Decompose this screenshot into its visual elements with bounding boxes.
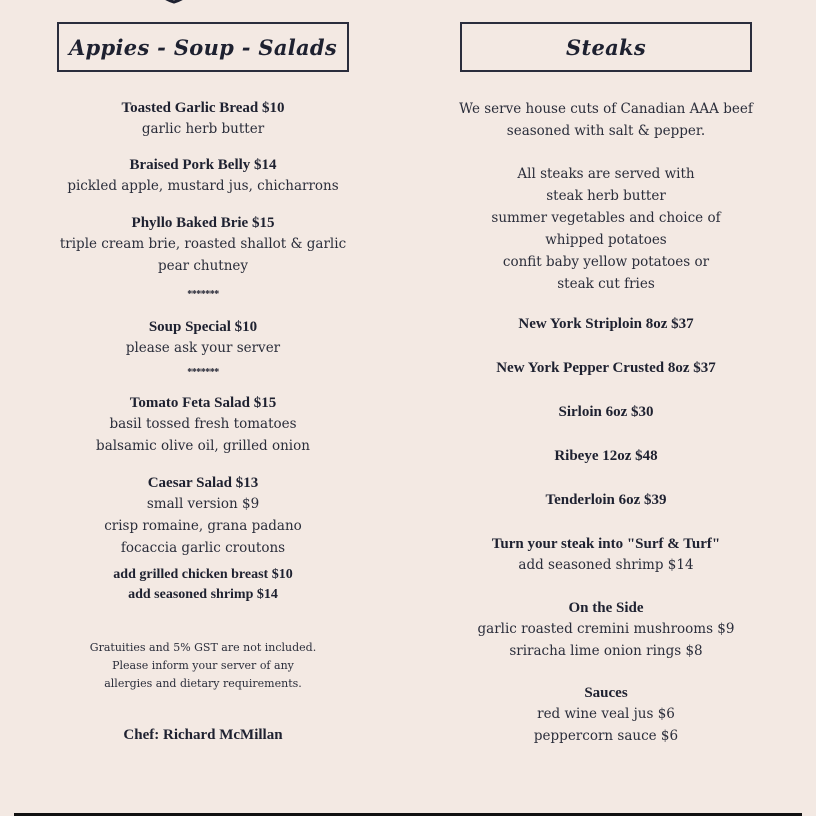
served-with	[456, 163, 756, 295]
item-description: garlic roasted cremini mushrooms $9	[477, 621, 735, 637]
section-header-steaks: Steaks	[460, 22, 752, 72]
item-description: add seasoned shrimp $14	[518, 557, 694, 573]
item-title: Braised Pork Belly $14	[129, 157, 277, 173]
served-line: steak herb butter	[546, 188, 666, 204]
menu-item	[53, 155, 353, 197]
steaks-column	[456, 98, 756, 747]
note-line: allergies and dietary requirements.	[104, 677, 302, 690]
item-title: Soup Special $10	[148, 319, 258, 335]
served-line: whipped potatoes	[545, 232, 667, 248]
item-title: Sauces	[584, 685, 628, 701]
item-title: Phyllo Baked Brie $15	[131, 215, 275, 231]
item-description: focaccia garlic croutons	[120, 540, 286, 556]
separator: *******	[187, 289, 219, 300]
item-description: red wine veal jus $6	[537, 706, 675, 722]
separator: *******	[187, 367, 219, 378]
on-the-side	[456, 598, 756, 662]
item-description: please ask your server	[125, 340, 281, 356]
served-line: All steaks are served with	[517, 166, 695, 182]
menu-item	[53, 98, 353, 140]
item-description: pickled apple, mustard jus, chicharrons	[67, 178, 339, 194]
item-description: triple cream brie, roasted shallot & garlic	[59, 236, 347, 252]
intro-line: We serve house cuts of Canadian AAA beef	[459, 101, 753, 117]
note-line: Please inform your server of any	[112, 659, 294, 672]
intro-line: seasoned with salt & pepper.	[506, 123, 706, 139]
sauces	[456, 683, 756, 747]
addon-line: add grilled chicken breast $10	[113, 567, 293, 582]
served-line: confit baby yellow potatoes or	[502, 254, 710, 270]
chef-name: Chef: Richard McMillan	[123, 727, 283, 743]
item-description: garlic herb butter	[141, 121, 265, 137]
item-description: balsamic olive oil, grilled onion	[96, 438, 310, 454]
item-title: Toasted Garlic Bread $10	[121, 100, 285, 116]
steak-item: Ribeye 12oz $48	[554, 448, 658, 464]
item-title: On the Side	[568, 600, 644, 616]
logo-fragment	[112, 0, 236, 8]
menu-item	[53, 393, 353, 457]
served-line: steak cut fries	[557, 276, 655, 292]
menu-item	[53, 317, 353, 359]
steak-item: Tenderloin 6oz $39	[545, 492, 667, 508]
item-description: small version $9	[146, 496, 260, 512]
steak-item: Sirloin 6oz $30	[558, 404, 654, 420]
menu-item	[53, 473, 353, 559]
item-description: sriracha lime onion rings $8	[509, 643, 703, 659]
item-title: Turn your steak into "Surf & Turf"	[491, 536, 721, 552]
surf-and-turf	[456, 534, 756, 576]
menu-item	[53, 213, 353, 277]
item-description: peppercorn sauce $6	[533, 728, 679, 744]
notes	[53, 639, 353, 693]
item-description: pear chutney	[157, 258, 249, 274]
item-title: Caesar Salad $13	[147, 475, 259, 491]
addon-line: add seasoned shrimp $14	[128, 587, 278, 602]
served-line: summer vegetables and choice of	[491, 210, 721, 226]
note-line: Gratuities and 5% GST are not included.	[89, 641, 317, 654]
item-description: crisp romaine, grana padano	[104, 518, 302, 534]
item-title: Tomato Feta Salad $15	[129, 395, 277, 411]
section-header-appies: Appies - Soup - Salads	[57, 22, 349, 72]
intro	[456, 98, 756, 142]
appies-column	[53, 98, 353, 744]
steak-item: New York Pepper Crusted 8oz $37	[496, 360, 716, 376]
steak-item: New York Striploin 8oz $37	[518, 316, 694, 332]
item-description: basil tossed fresh tomatoes	[109, 416, 297, 432]
